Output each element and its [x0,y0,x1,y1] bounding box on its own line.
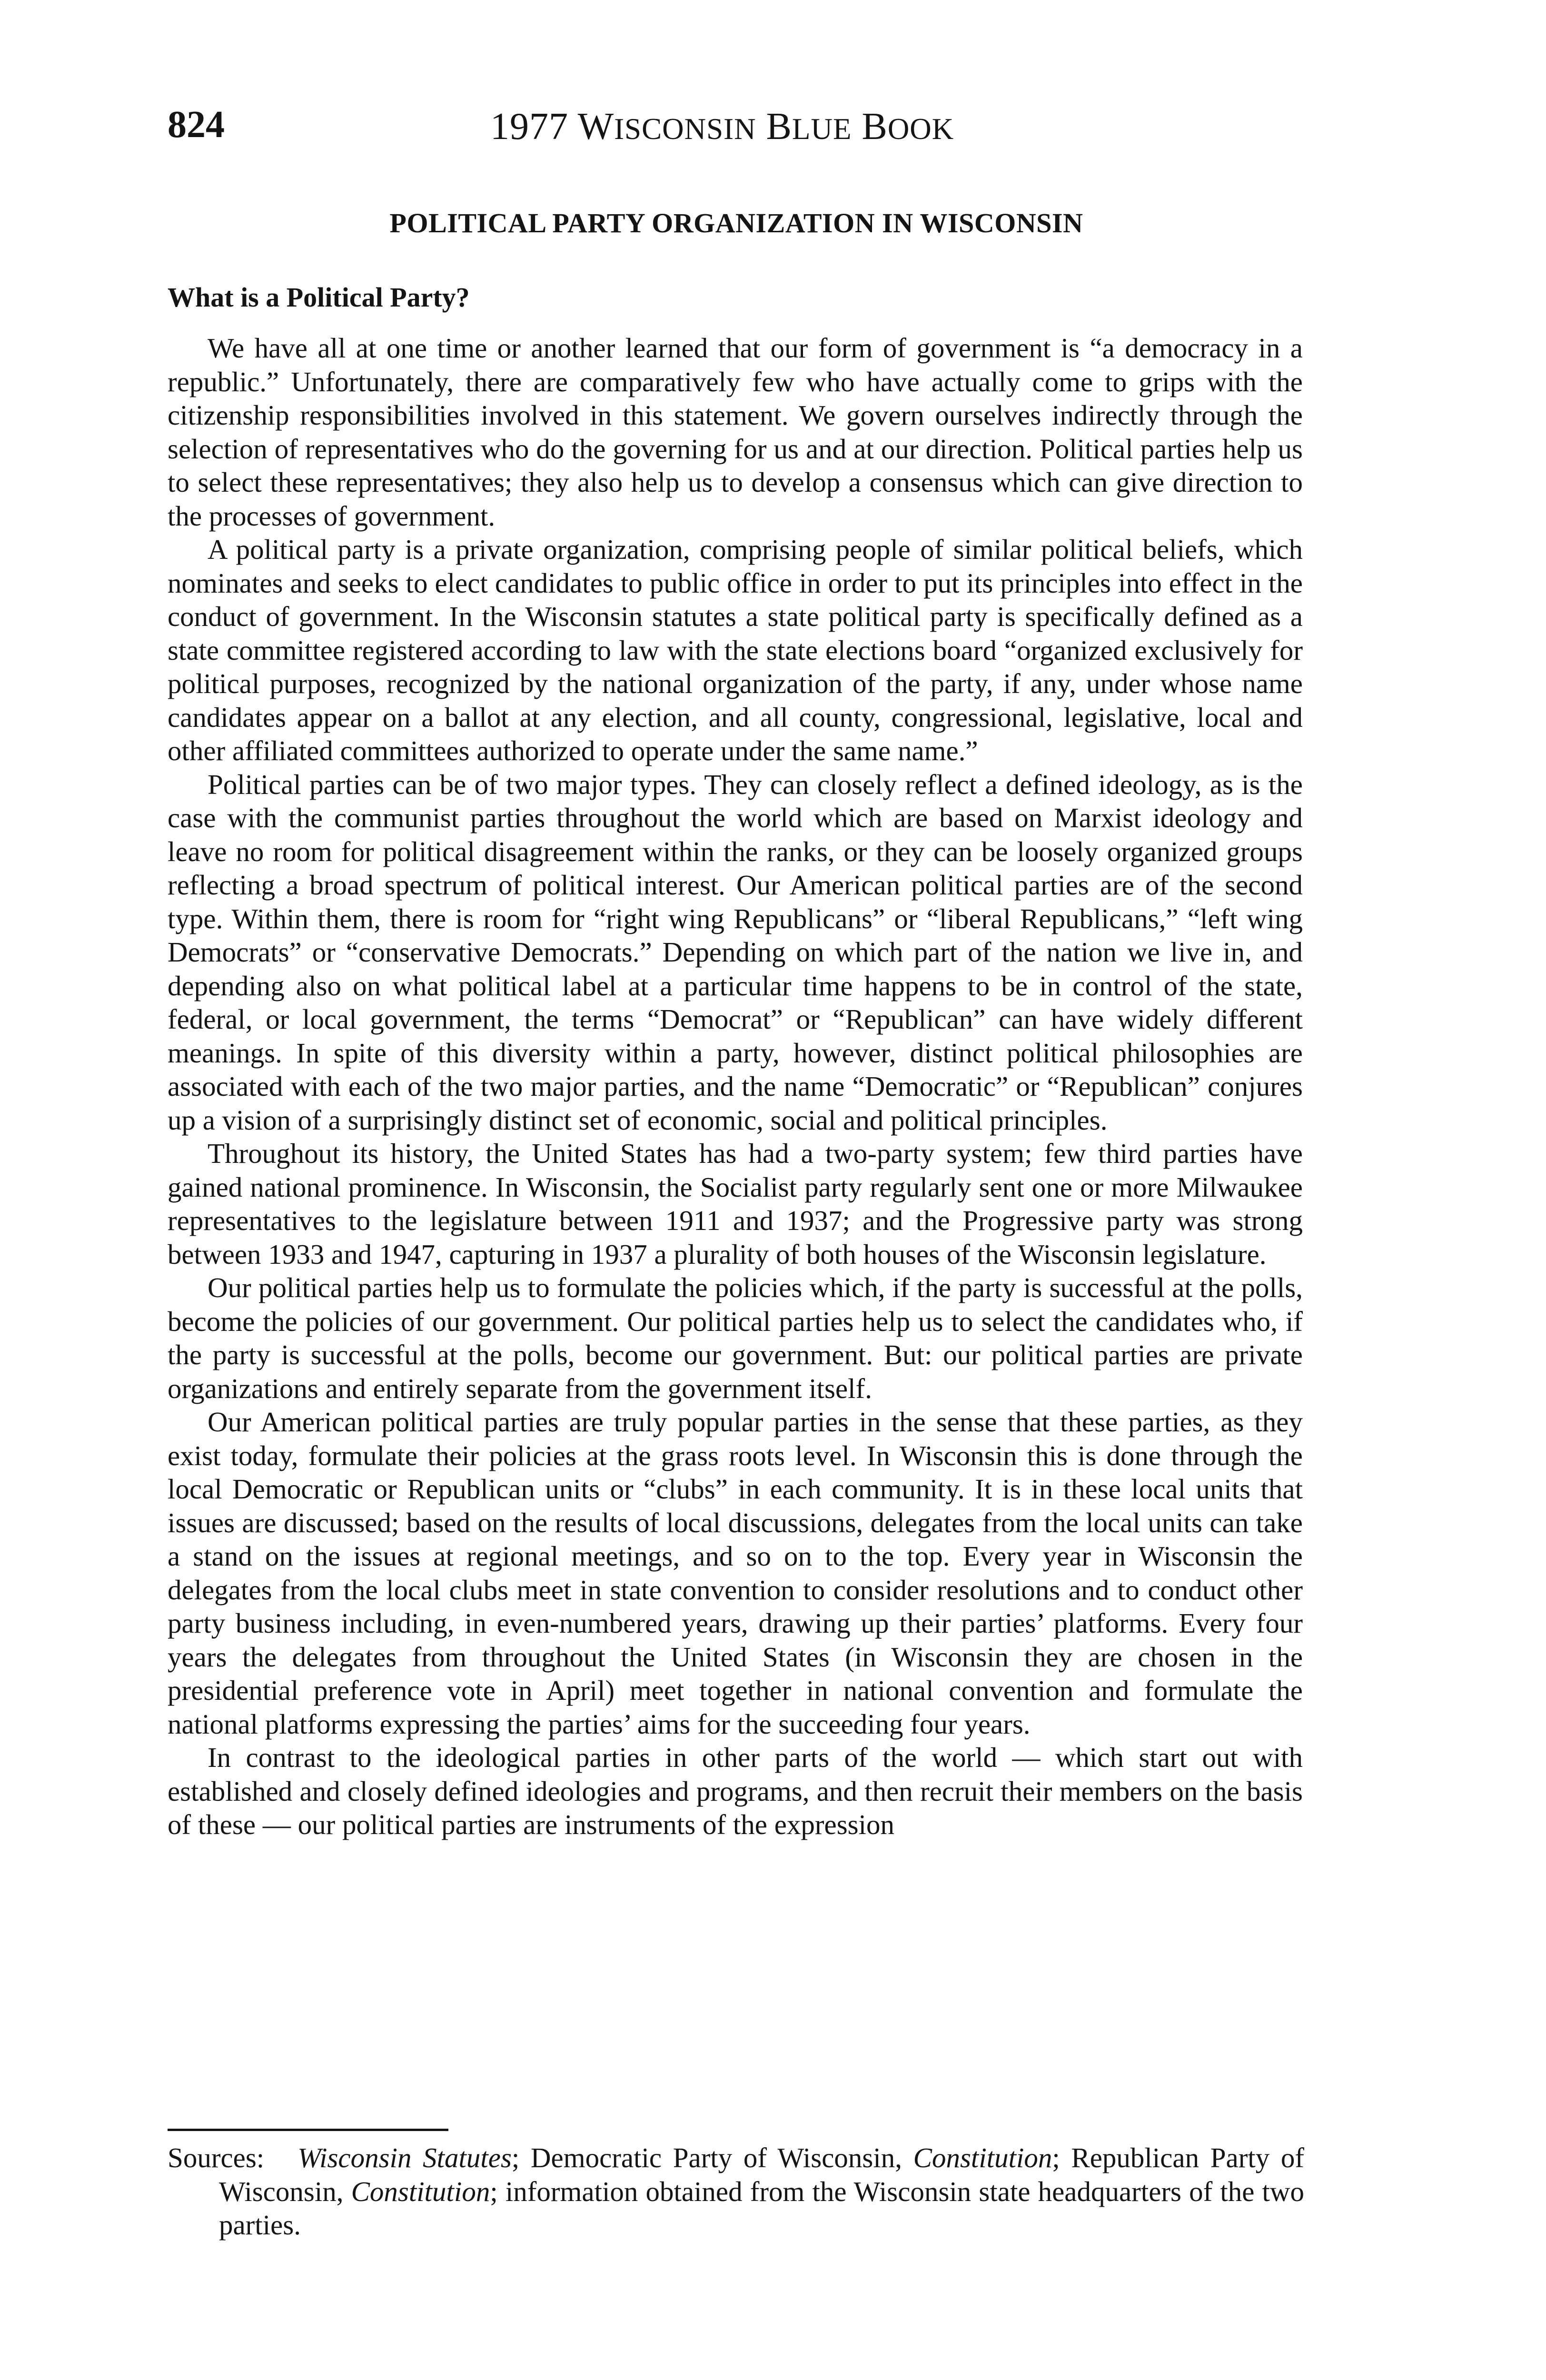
paragraph: In contrast to the ideological parties in other parts of the world — which start out with established and closely defined ideologies and programs, and then recruit their members on the basis of these — our political parties are instruments of the expression [168,1742,1303,1840]
sources-text: ; Democratic Party of Wisconsin, [511,2142,913,2173]
source-democratic-constitution: Constitution [913,2142,1052,2173]
running-head-w-initial: W [577,106,614,148]
source-republican-constitution: Constitution [351,2175,490,2207]
running-head-year: 1977 [490,106,568,148]
paragraph: A political party is a private organization, comprising people of similar political beliefs, which nominates and seeks to elect candidates to public office in order to put its principles into effect in the conduct of government. In the Wisconsin statutes a state political party is specifically defined as a state committee registered according to law with the state elections board “organized exclusively for political purposes, recognized by the national organization of the party, if any, under whose name candidates appear on a ballot at any election, and all county, congressional, legislative, local and other affiliated committees authorized to operate under the same name.” [168,534,1303,766]
footnote-divider [168,2129,448,2131]
running-head-w-rest: ISCONSIN [614,112,756,146]
sources-text: ; information obtained from the Wisconsin state headquarters of the two parties. [219,2175,1304,2241]
paragraph: Political parties can be of two major types. They can closely reflect a defined ideology, as is the case with the communist parties throughout the world which are based on Marxist ideology and leave no room for political disagreement within the ranks, or they can be loosely organized groups reflecting a broad spectrum of political interest. Our American political parties are of the second type. Within them, there is room for “right wing Republicans” or “liberal Republicans,” “left wing Democrats” or “conservative Democrats.” Depending on which part of the nation we live in, and depending also on what political label at a particular time happens to be in control of the state, federal, or local government, the terms “Democrat” or “Republican” can have widely different meanings. In spite of this diversity within a party, however, distinct political philosophies are associated with each of the two major parties, and the name “Democratic” or “Republican” conjures up a vision of a surprisingly distinct set of economic, social and political principles. [168,768,1303,1136]
section-heading: What is a Political Party? [168,282,470,313]
running-head [490,108,954,146]
paragraph: Our political parties help us to formulate the policies which, if the party is successful at the polls, become the policies of our government. Our political parties help us to select the candidates who, if the party is successful at the polls, become our government. But: our political parties are private organizations and entirely separate from the government itself. [168,1272,1303,1404]
article-title: POLITICAL PARTY ORGANIZATION IN WISCONSIN [389,208,1083,238]
paragraph: We have all at one time or another learned that our form of government is “a democracy in a republic.” Unfortunately, there are comparatively few who have actually come to grips with the citizenship responsibilities involved in this statement. We govern ourselves indirectly through the selection of representatives who do the governing for us and at our direction. Political parties help us to select these representatives; they also help us to develop a consensus which can give direction to the processes of government. [168,332,1303,532]
sources-note [168,2141,1304,2242]
paragraph: Our American political parties are truly popular parties in the sense that these parties, as they exist today, formulate their policies at the grass roots level. In Wisconsin this is done through the local Democratic or Republican units or “clubs” in each community. It is in these local units that issues are discussed; based on the results of local discussions, delegates from the local units can take a stand on the issues at regional meetings, and so on to the top. Every year in Wisconsin the delegates from the local clubs meet in state convention to consider resolutions and to conduct other party business including, in even-numbered years, drawing up their parties’ platforms. Every four years the delegates from throughout the United States (in Wisconsin they are chosen in the presidential preference vote in April) meet together in national convention and formulate the national platforms expressing the parties’ aims for the succeeding four years. [168,1406,1303,1740]
source-wisconsin-statutes: Wisconsin Statutes [297,2142,512,2173]
paragraph: Throughout its history, the United States has had a two-party system; few third parties have gained national prominence. In Wisconsin, the Socialist party regularly sent one or more Milwaukee representatives to the legislature between 1911 and 1937; and the Progressive party was strong between 1933 and 1947, capturing in 1937 a plurality of both houses of the Wisconsin legislature. [168,1138,1303,1270]
sources-text: ; Republican Party of Wisconsin, [219,2142,1304,2207]
running-head-bk-initial: B [862,106,888,148]
page-number: 824 [168,104,225,146]
running-head-bk-rest: OOK [887,112,954,146]
running-head-b-rest: LUE [792,112,852,146]
body-text [168,331,1303,1842]
sources-label: Sources: [168,2142,265,2173]
running-head-b-initial: B [766,106,792,148]
